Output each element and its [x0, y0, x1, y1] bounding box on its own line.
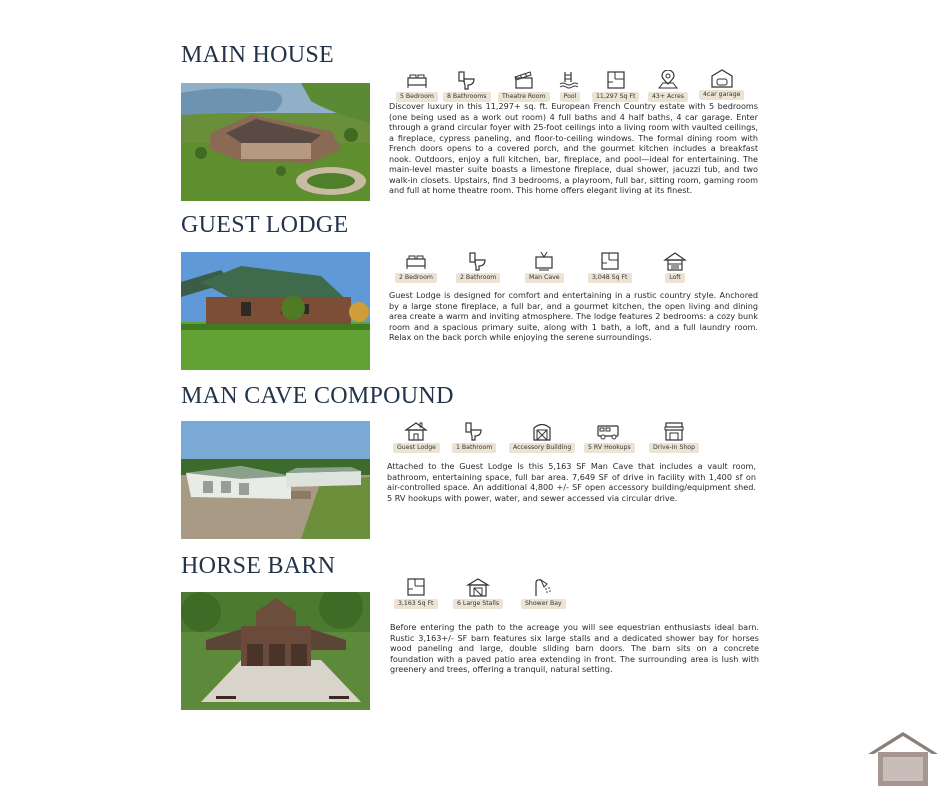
map-pin-icon — [655, 69, 681, 91]
bed-icon — [403, 250, 429, 272]
section-title: MAN CAVE COMPOUND — [181, 383, 454, 409]
rv-icon — [596, 420, 622, 442]
section-title: MAIN HOUSE — [181, 42, 334, 68]
feature-item — [588, 250, 632, 283]
house-logo-icon — [866, 730, 940, 788]
feature-label: Drive-In Shop — [649, 443, 699, 453]
pool-icon — [557, 69, 583, 91]
floor-plan-icon — [603, 69, 629, 91]
feature-label: Shower Bay — [521, 599, 566, 609]
feature-item — [648, 69, 688, 102]
brokerage-logo — [866, 730, 940, 788]
barn-door-icon — [529, 420, 555, 442]
section-description: Discover luxury in this 11,297+ sq. ft. European French Country estate with 5 bedrooms (one being used as a work out room) 4 full baths and 4 half baths, 4 car garage. Enter through a grand circular foyer with 25-foot ceilings into a living room with vaulted ceilings, a fireplace, cypress paneling, and floor-to-ceiling windows. The formal dining room with French doors opens to a covered porch, and the gourmet kitchen includes a breakfast nook. Outdoors, enjoy a full kitchen, bar, fireplace, and pool—ideal for entertaining. The main-level master suite boasts a limestone fireplace, dual shower, jacuzzi tub, and two walk-in closets. Upstairs, find 3 bedrooms, a playroom, full bar, sitting room, gaming room and full at home theatre room. This home offers elegant living at its finest. — [389, 101, 758, 195]
feature-label: Loft — [665, 273, 685, 283]
garage-icon — [709, 67, 735, 89]
feature-item — [649, 420, 699, 453]
section-title: GUEST LODGE — [181, 212, 349, 238]
feature-label: Theatre Room — [498, 92, 550, 102]
feature-item — [525, 250, 564, 283]
feature-label: 4car garage — [699, 90, 744, 100]
stable-icon — [465, 576, 491, 598]
floor-plan-icon — [597, 250, 623, 272]
section-description: Guest Lodge is designed for comfort and entertaining in a rustic country style. Anchored by a large stone fireplace, a full bar, and a gourmet kitchen, the open living and dining area create a warm and inviting atmosphere. The lodge features 2 bedrooms: a cozy bunk room and a spacious primary suite, along with 1 bath, a loft, and a full laundry room. Relax on the back porch while enjoying the serene surroundings. — [389, 290, 758, 342]
feature-item — [393, 420, 440, 453]
shower-icon — [530, 576, 556, 598]
guest-house-icon — [403, 420, 429, 442]
section-description: Before entering the path to the acreage you will see equestrian enthusiasts ideal barn. Rustic 3,163+/- SF barn features six large stalls and a dedicated shower bay for horses wood paneling and large, double sliding barn doors. The barn sits on a concrete foundation with a paved patio area extending in front. The surrounding area is lush with greenery and trees, offering a tranquil, natural setting. — [390, 622, 759, 674]
toilet-icon — [465, 250, 491, 272]
feature-label: 1 Bathroom — [452, 443, 496, 453]
feature-item — [584, 420, 635, 453]
feature-label: 2 Bedroom — [395, 273, 437, 283]
feature-item — [396, 69, 438, 102]
feature-label: 8 Bathrooms — [443, 92, 491, 102]
feature-label: 11,297 Sq Ft — [592, 92, 639, 102]
feature-item — [452, 420, 496, 453]
loft-house-icon — [662, 250, 688, 272]
feature-item — [662, 250, 688, 283]
section-description: Attached to the Guest Lodge Is this 5,163 SF Man Cave that includes a vault room, bathroom, entertaining space, full bar area. 7,649 SF of drive in facility with 1,400 sf on air-controlled space. An additional 4,800 +/- SF open accessory building/equipment shed. 5 RV hookups with power, water, and sewer accessed via circular drive. — [387, 461, 756, 503]
feature-label: 3,163 Sq Ft — [394, 599, 438, 609]
toilet-icon — [454, 69, 480, 91]
horse-barn-photo — [181, 592, 370, 710]
bed-icon — [404, 69, 430, 91]
feature-label: Guest Lodge — [393, 443, 440, 453]
guest-lodge-photo — [181, 252, 370, 370]
feature-item — [443, 69, 491, 102]
feature-item — [521, 576, 566, 609]
section-title: HORSE BARN — [181, 553, 336, 579]
floor-plan-icon — [403, 576, 429, 598]
film-clapper-icon — [511, 69, 537, 91]
feature-label: 3,048 Sq Ft — [588, 273, 632, 283]
feature-item — [509, 420, 575, 453]
tv-icon — [531, 250, 557, 272]
feature-item — [395, 250, 437, 283]
main-house-photo — [181, 83, 370, 201]
feature-label: 2 Bathroom — [456, 273, 500, 283]
feature-label: 43+ Acres — [648, 92, 688, 102]
man-cave-photo — [181, 421, 370, 539]
feature-item — [592, 69, 639, 102]
feature-label: 5 Bedroom — [396, 92, 438, 102]
feature-label: Pool — [560, 92, 581, 102]
feature-item — [456, 250, 500, 283]
feature-label: 6 Large Stalls — [453, 599, 503, 609]
feature-item — [498, 69, 550, 102]
feature-item — [699, 67, 744, 100]
toilet-icon — [461, 420, 487, 442]
feature-item — [453, 576, 503, 609]
feature-label: 5 RV Hookups — [584, 443, 635, 453]
feature-item — [557, 69, 583, 102]
shop-icon — [661, 420, 687, 442]
feature-item — [394, 576, 438, 609]
feature-label: Man Cave — [525, 273, 564, 283]
feature-label: Accessory Building — [509, 443, 575, 453]
